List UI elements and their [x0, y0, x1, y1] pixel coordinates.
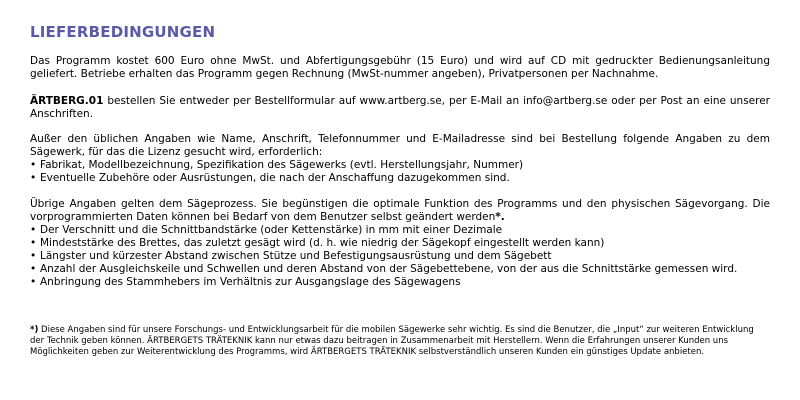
ordering-text: bestellen Sie entweder per Bestellformular auf www.artberg.se, per E-Mail an info@artberg.se oder per Post an eine unserer Anschriften.	[30, 95, 770, 120]
footnote-marker: *.	[495, 211, 505, 223]
sawing-process-paragraph	[30, 198, 770, 289]
list-item: • Fabrikat, Modellbezeichnung, Spezifikation des Sägewerks (evtl. Herstellungsjahr, Nummer)	[30, 159, 770, 172]
list-item: • Längster und kürzester Abstand zwischen Stütze und Befestigungsausrüstung und dem Sägebett	[30, 250, 770, 263]
list-item: • Mindeststärke des Brettes, das zuletzt gesägt wird (d. h. wie niedrig der Sägekopf eingestellt werden kann)	[30, 237, 770, 250]
sawing-process-intro-text: Übrige Angaben gelten dem Sägeprozess. Sie begünstigen die optimale Funktion des Programms und den physischen Sägevorgang. Die vorprogrammierten Daten können bei Bedarf von dem Benutzer selbst geändert werden	[30, 198, 770, 223]
sawing-process-list	[30, 224, 770, 289]
page-title: LIEFERBEDINGUNGEN	[30, 23, 216, 41]
sawmill-info-intro: Außer den üblichen Angaben wie Name, Anschrift, Telefonnummer und E-Mailadresse sind bei Bestellung folgende Angaben zu dem Sägewerk, für das die Lizenz gesucht wird, erforderlich:	[30, 133, 770, 158]
sawmill-info-list	[30, 159, 770, 185]
sawmill-info-paragraph	[30, 133, 770, 185]
footnote-text: Diese Angaben sind für unsere Forschungs- und Entwicklungsarbeit für die mobilen Sägewerke sehr wichtig. Es sind die Benutzer, die „Input“ zur weiteren Entwicklung der Technik geben können. ÄRTBERGETS TRÄTEKNIK kann nur etwas dazu beitragen in Zusammenarbeit mit Herstellern. Wenn die Erfahrungen unserer Kunden uns Möglichkeiten geben zur Weiterentwicklung des Programms, wird ÄRTBERGETS TRÄTEKNIK selbstverständlich unseren Kunden ein günstiges Update anbieten.	[30, 325, 754, 357]
footnote-marker-label: *)	[30, 325, 39, 335]
list-item: • Der Verschnitt und die Schnittbandstärke (oder Kettenstärke) in mm mit einer Dezimale	[30, 224, 770, 237]
list-item: • Anzahl der Ausgleichskeile und Schwellen und deren Abstand von der Sägebettebene, von der aus die Schnittstärke gemessen wird.	[30, 263, 770, 276]
product-name: ÄRTBERG.01	[30, 95, 104, 107]
list-item: • Anbringung des Stammhebers im Verhältnis zur Ausgangslage des Sägewagens	[30, 276, 770, 289]
sawing-process-intro	[30, 198, 770, 224]
pricing-paragraph: Das Programm kostet 600 Euro ohne MwSt. und Abfertigungsgebühr (15 Euro) und wird auf CD mit gedruckter Bedienungsanleitung geliefert. Betriebe erhalten das Programm gegen Rechnung (MwSt-nummer angeben), Privatpersonen per Nachnahme.	[30, 55, 770, 80]
list-item: • Eventuelle Zubehöre oder Ausrüstungen, die nach der Anschaffung dazugekommen sind.	[30, 172, 770, 185]
footnote	[30, 325, 770, 358]
ordering-paragraph	[30, 95, 770, 121]
